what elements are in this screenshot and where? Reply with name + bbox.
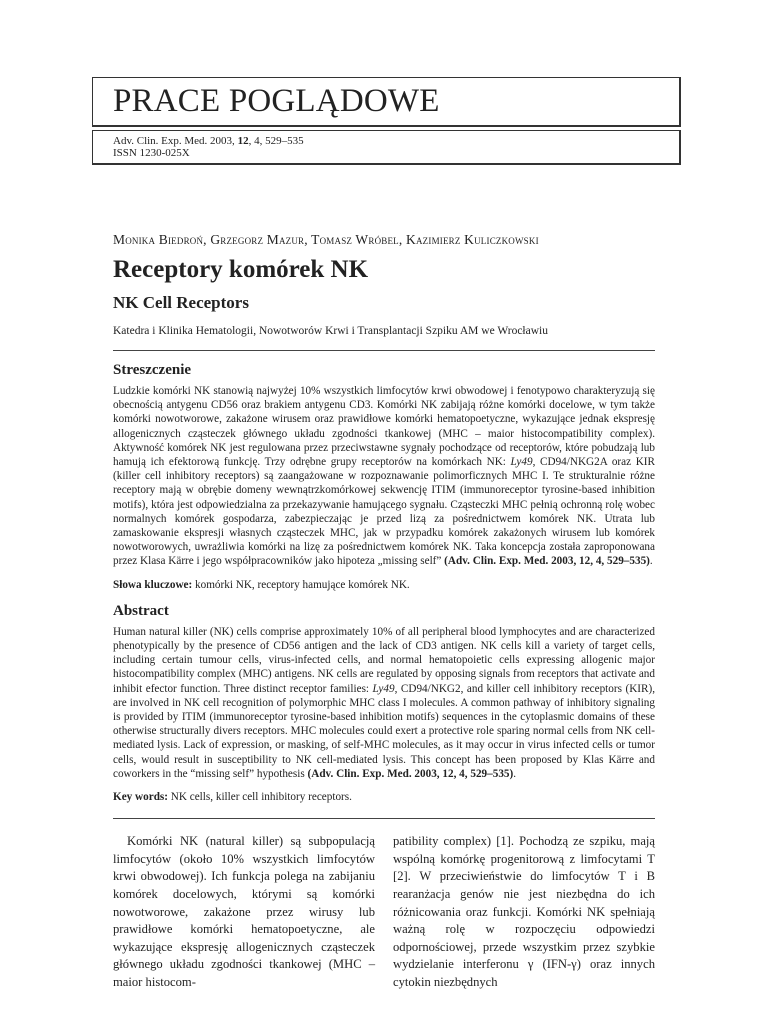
text: , CD94/NKG2, and killer cell inhibitory receptors (KIR), are involved in NK cell recognition of polymorphic MHC class I molecules. A common pathway of inhibitory signaling is provided by ITIM (immunoreceptor tyrosine-based inhibition motifs) sequences in the cytoplasmic domains of these otherwise structurally divers receptors. MHC molecules could exert a protective role sparing normal cells from NK cell-mediated lysis. Lack of expression, or masking, of self-MHC molecules, as it may occur in virus infected cells or tumor cells, would result in susceptibility to NK cell-mediated lysis. This concept has been proposed by Klas Kärre and coworkers in the “missing self” hypothesis (113, 682, 655, 780)
issn: ISSN 1230-025X (113, 147, 190, 159)
slowa-kluczowe (113, 578, 655, 592)
label: Słowa kluczowe: (113, 578, 193, 591)
text: , CD94/NKG2A oraz KIR (killer cell inhibitory receptors) są zaangażowane w rozpoznawanie polimorficznych MHC I. Te strukturalnie różne receptory mają w obrębie domeny wewnątrzkomórkowej sekwencję ITIM (immunoreceptor tyrosine-based inhibition motifs), która jest odpowiedzialna za przekazywanie hamującego sygnału. Cząsteczki MHC pełnią ochronną rolę wobec normalnych komórek gospodarza, zabezpieczając je przed lizą za pośrednictwem komórek NK. Utrata lub zamaskowanie ekspresji własnych cząsteczek MHC, jak w przypadku komórek zakażonych wirusem lub komórek nowotworowych, uwrażliwia komórki na lizę za pośrednictwem komórek NK. Taka koncepcja została zaproponowana przez Klasa Kärre i jego współpracowników jako hipoteza „missing self” (113, 456, 655, 568)
citation (93, 131, 679, 147)
affiliation: Katedra i Klinika Hematologii, Nowotworów Krwi i Transplantacji Szpiku AM we Wrocławiu (113, 325, 548, 337)
text: NK cells, killer cell inhibitory receptors. (168, 791, 352, 804)
citation-box (92, 130, 681, 165)
text: . (649, 555, 653, 568)
streszczenie-text (113, 384, 655, 569)
article-subtitle: NK Cell Receptors (113, 293, 249, 312)
body-columns (113, 833, 655, 991)
section-banner-text: PRACE POGLĄDOWE (113, 83, 440, 119)
divider (113, 350, 655, 351)
citation-prefix: Adv. Clin. Exp. Med. 2003, (113, 135, 238, 147)
citation-volume: 12 (237, 135, 249, 147)
streszczenie-heading: Streszczenie (113, 362, 192, 378)
authors: Monika Biedroń, Grzegorz Mazur, Tomasz Wróbel, Kazimierz Kuliczkowski (113, 232, 539, 247)
body-column-right: patibility complex) [1]. Pochodzą ze szpiku, mają wspólną komórkę progenitorową z limfocytami T [2]. W przeciwieństwie do limfocytów T i B rearanżacja genów nie jest niezbędna do ich różnicowania oraz funkcji. Komórki NK spełniają ważną rolę w rozpoczęciu odpowiedzi odpornościowej, przede wszystkim przez szybkie wydzielanie interferonu γ (IFN-γ) oraz innych cytokin niezbędnych (393, 834, 655, 990)
article-title: Receptory komórek NK (113, 256, 369, 283)
abstract-heading: Abstract (113, 602, 169, 619)
text: Human natural killer (NK) cells comprise approximately 10% of all peripheral blood lymphocytes and are characterized phenotypically by the presence of CD56 antigen and the lack of CD3 antigen. NK cells kill a variety of target cells, including certain tumour cells, virus-infected cells, and normal hematopoietic cells expressing allogenic major histocompatibility complex (MHC) antigens. NK cells are regulated by opposing signals from receptors that activate and inhibit efector function. Three distinct receptor families: (113, 625, 655, 695)
text: Ly49 (510, 456, 533, 469)
text: Ludzkie komórki NK stanowią najwyżej 10% wszystkich limfocytów krwi obwodowej i fenotypowo charakteryzują się obecnością antygenu CD56 oraz brakiem antygenu CD3. Komórki NK zabijają różne komórki docelowe, w tym także komórki nowotworowe, zakażone wirusem oraz prawidłowe komórki hematopoetyczne, wykazujące jednak ekspresję allogenicznych cząsteczek głównego układu zgodności tkankowej (MHC – maior histocompatibility complex). Aktywność komórek NK jest regulowana przez przeciwstawne sygnały pochodzące od receptorów, które pobudzają lub hamują ich efektorową funkcję. Trzy odrębne grupy receptorów na komórkach NK: (113, 385, 655, 469)
label: Key words: (113, 791, 168, 804)
divider (113, 818, 655, 819)
text: komórki NK, receptory hamujące komórek NK. (192, 578, 410, 591)
article-flow (113, 350, 655, 1012)
body-column-left: Komórki NK (natural killer) są subpopulacją limfocytów (około 10% wszystkich limfocytów krwi obwodowej). Ich funkcja polega na zabijaniu komórek docelowych, którymi są komórki nowotworowe, zakażone przez wirusy lub prawidłowe komórki hematopoetyczne, ale wykazujące ekspresję allogenicznych cząsteczek głównego układu zgodności tkankowej (MHC – maior histocom- (113, 834, 375, 990)
text: . (513, 767, 517, 780)
text: Ly49 (372, 682, 395, 695)
citation-ref: (Adv. Clin. Exp. Med. 2003, 12, 4, 529–535) (307, 767, 514, 780)
citation-ref: (Adv. Clin. Exp. Med. 2003, 12, 4, 529–535) (444, 555, 650, 568)
citation-suffix: , 4, 529–535 (248, 135, 304, 147)
section-banner (92, 77, 681, 127)
abstract-text (113, 625, 655, 781)
key-words (113, 790, 655, 804)
